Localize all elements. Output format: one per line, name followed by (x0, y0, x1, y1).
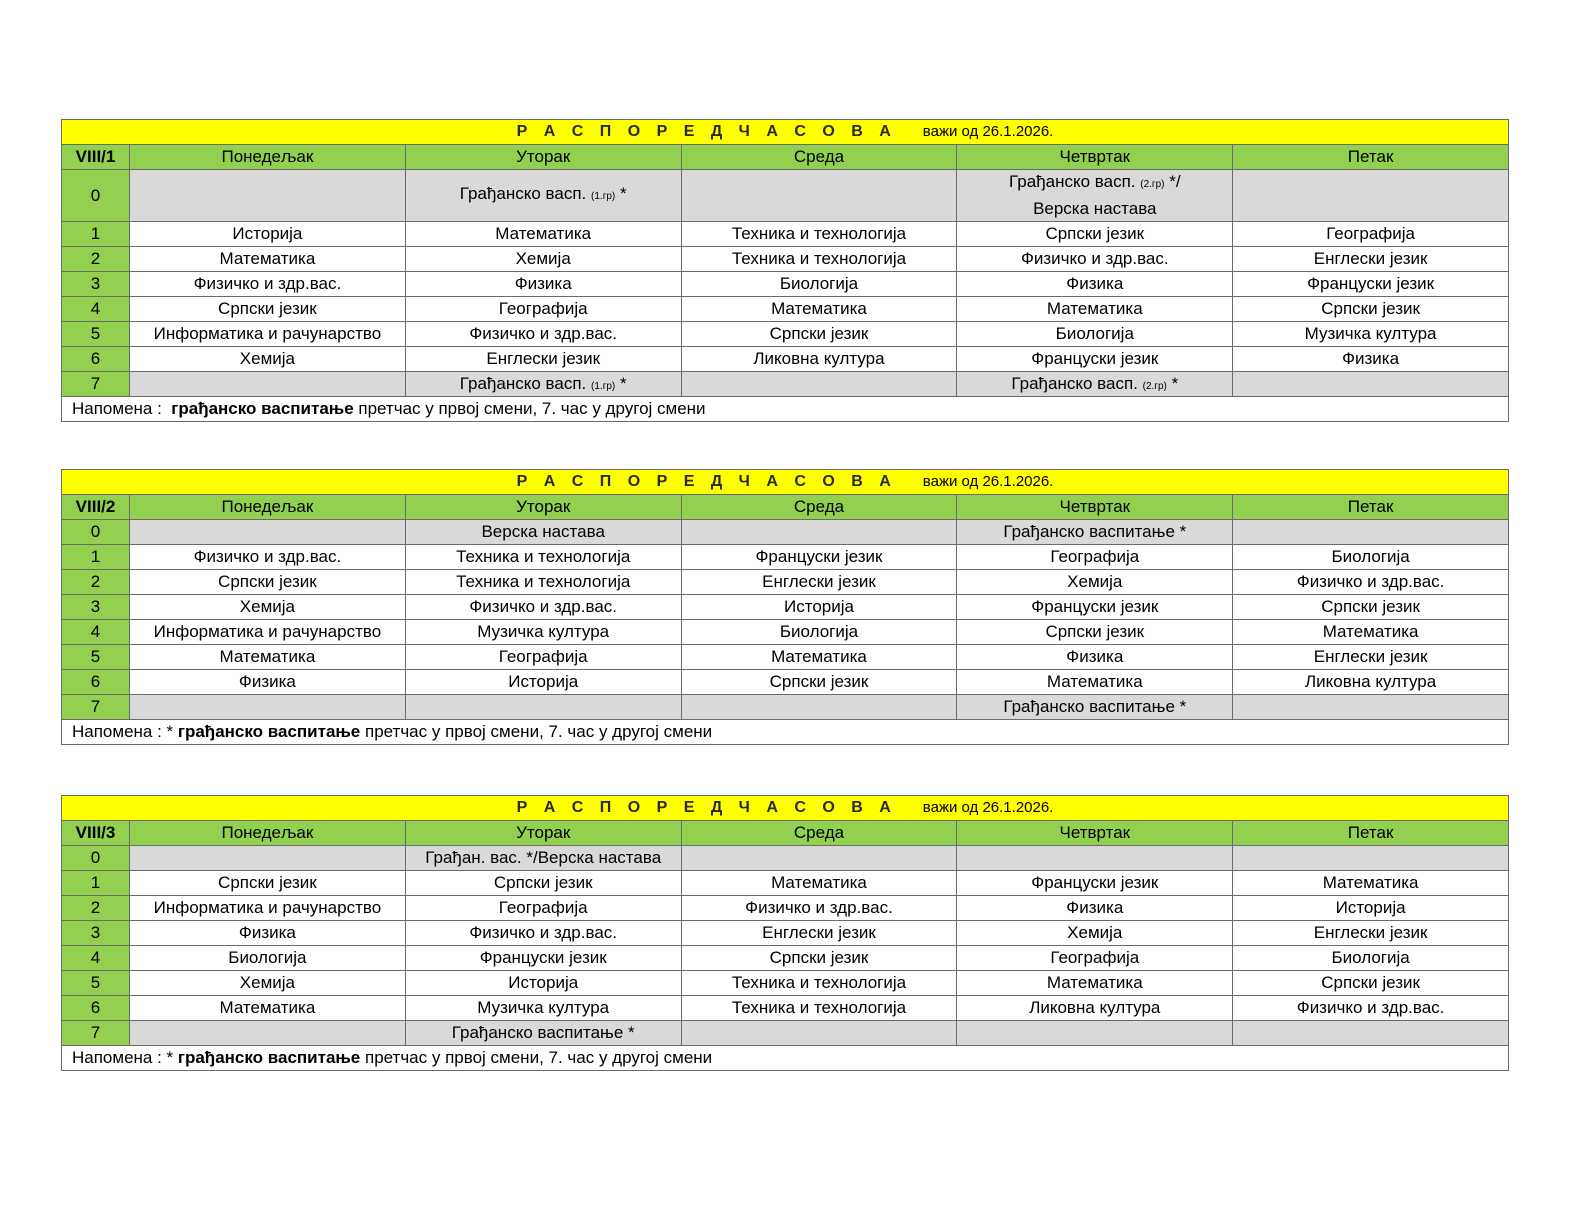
period-number: 3 (62, 921, 130, 946)
lesson-cell (130, 1021, 406, 1046)
lesson-cell: Физичко и здр.вас. (405, 921, 681, 946)
lesson-cell: Информатика и рачунарство (130, 322, 406, 347)
table-row (62, 620, 1509, 645)
lesson-cell (681, 1021, 957, 1046)
lesson-text: Грађанско васп. (459, 184, 587, 203)
schedule-title (62, 470, 1509, 495)
table-row (62, 247, 1509, 272)
lesson-cell: Математика (681, 645, 957, 670)
period-number: 7 (62, 695, 130, 720)
class-label: VIII/3 (62, 821, 130, 846)
lesson-cell (405, 695, 681, 720)
valid-from: важи од 26.1.2026. (922, 799, 1054, 816)
day-header-wednesday: Среда (681, 495, 957, 520)
lesson-cell: Историја (681, 595, 957, 620)
group-label: (1.гр) (591, 381, 616, 392)
lesson-cell: Хемија (130, 595, 406, 620)
table-row (62, 570, 1509, 595)
table-row (62, 272, 1509, 297)
lesson-cell (681, 170, 957, 222)
lesson-cell: Физичко и здр.вас. (130, 272, 406, 297)
lesson-cell (130, 846, 406, 871)
period-number: 2 (62, 247, 130, 272)
lesson-cell: Грађанско васпитање * (957, 520, 1233, 545)
lesson-cell: Верска настава (405, 520, 681, 545)
lesson-cell (681, 846, 957, 871)
lesson-cell (405, 170, 681, 222)
lesson-cell: Српски језик (957, 620, 1233, 645)
lesson-cell: Математика (405, 222, 681, 247)
lesson-cell: Историја (1233, 896, 1509, 921)
lesson-cell: Физичко и здр.вас. (405, 595, 681, 620)
lesson-cell (957, 372, 1233, 397)
lesson-cell: Грађанско васпитање * (957, 695, 1233, 720)
period-number: 6 (62, 996, 130, 1021)
lesson-cell (681, 695, 957, 720)
lesson-cell: Математика (130, 645, 406, 670)
period-number: 5 (62, 645, 130, 670)
lesson-cell: Техника и технологија (405, 570, 681, 595)
lesson-cell: Хемија (130, 347, 406, 372)
period-number: 2 (62, 896, 130, 921)
lesson-cell: Српски језик (681, 322, 957, 347)
table-row (62, 871, 1509, 896)
note-bold: грађанско васпитање (177, 1048, 361, 1067)
schedule-table-viii-1 (61, 119, 1509, 422)
period-number: 6 (62, 347, 130, 372)
lesson-cell: Српски језик (681, 946, 957, 971)
period-number: 4 (62, 297, 130, 322)
lesson-cell: Математика (681, 871, 957, 896)
lesson-cell (1233, 372, 1509, 397)
lesson-cell: Техника и технологија (681, 222, 957, 247)
day-header-friday: Петак (1233, 495, 1509, 520)
lesson-cell: Ликовна култура (681, 347, 957, 372)
table-row (62, 222, 1509, 247)
lesson-cell (1233, 520, 1509, 545)
period-number: 7 (62, 1021, 130, 1046)
lesson-cell: Физика (957, 896, 1233, 921)
lesson-cell (681, 372, 957, 397)
note-prefix: Напомена : * (72, 1048, 178, 1067)
lesson-cell (1233, 1021, 1509, 1046)
lesson-cell: Хемија (130, 971, 406, 996)
lesson-cell: Српски језик (957, 222, 1233, 247)
lesson-cell: Грађан. вас. */Верска настава (405, 846, 681, 871)
lesson-cell: Енглески језик (681, 570, 957, 595)
note-rest: претчас у првој смени, 7. час у другој смени (353, 399, 706, 418)
schedule-table-viii-3 (61, 795, 1509, 1071)
lesson-cell: Српски језик (130, 570, 406, 595)
note-prefix: Напомена : (72, 399, 172, 418)
table-row (62, 896, 1509, 921)
period-number: 0 (62, 170, 130, 222)
day-header-thursday: Четвртак (957, 495, 1233, 520)
table-row (62, 520, 1509, 545)
period-number: 2 (62, 570, 130, 595)
lesson-cell: Историја (405, 670, 681, 695)
table-row (62, 372, 1509, 397)
lesson-cell: Биологија (130, 946, 406, 971)
day-header-monday: Понедељак (130, 821, 406, 846)
lesson-cell (130, 520, 406, 545)
table-row (62, 595, 1509, 620)
lesson-cell (957, 846, 1233, 871)
period-number: 7 (62, 372, 130, 397)
lesson-cell: Физика (957, 645, 1233, 670)
lesson-cell: Техника и технологија (681, 247, 957, 272)
lesson-cell (130, 372, 406, 397)
lesson-cell (681, 520, 957, 545)
lesson-cell: Физичко и здр.вас. (1233, 570, 1509, 595)
lesson-cell: Математика (130, 996, 406, 1021)
lesson-cell: Физичко и здр.вас. (1233, 996, 1509, 1021)
lesson-cell: Географија (405, 297, 681, 322)
lesson-cell: Енглески језик (1233, 921, 1509, 946)
lesson-cell: Хемија (957, 570, 1233, 595)
lesson-text: Грађанско васп. (1009, 172, 1136, 191)
lesson-cell: Биологија (1233, 946, 1509, 971)
lesson-cell: Математика (1233, 871, 1509, 896)
lesson-cell: Техника и технологија (405, 545, 681, 570)
lesson-cell: Физичко и здр.вас. (405, 322, 681, 347)
table-row (62, 971, 1509, 996)
period-number: 4 (62, 620, 130, 645)
day-header-wednesday: Среда (681, 821, 957, 846)
lesson-cell: Информатика и рачунарство (130, 620, 406, 645)
day-header-tuesday: Уторак (405, 821, 681, 846)
lesson-cell (130, 695, 406, 720)
schedule-table-viii-2 (61, 469, 1509, 745)
lesson-cell: Математика (957, 297, 1233, 322)
table-row (62, 170, 1509, 222)
lesson-cell: Физика (957, 272, 1233, 297)
lesson-cell: Енглески језик (1233, 645, 1509, 670)
lesson-cell: Биологија (681, 620, 957, 645)
table-row (62, 946, 1509, 971)
lesson-cell: Хемија (405, 247, 681, 272)
lesson-cell: Географија (1233, 222, 1509, 247)
lesson-cell: Биологија (1233, 545, 1509, 570)
lesson-cell: Француски језик (681, 545, 957, 570)
lesson-cell (1233, 846, 1509, 871)
lesson-suffix: * (615, 374, 627, 393)
lesson-cell: Грађанско васпитање * (405, 1021, 681, 1046)
period-number: 6 (62, 670, 130, 695)
title-text: Р А С П О Р Е Д Ч А С О В А (516, 123, 897, 140)
lesson-cell: Српски језик (1233, 971, 1509, 996)
lesson-cell: Хемија (957, 921, 1233, 946)
lesson-cell: Музичка култура (405, 996, 681, 1021)
lesson-cell: Француски језик (957, 871, 1233, 896)
period-number: 1 (62, 222, 130, 247)
table-row (62, 347, 1509, 372)
lesson-cell (1233, 695, 1509, 720)
class-label: VIII/2 (62, 495, 130, 520)
period-number: 1 (62, 545, 130, 570)
lesson-cell: Историја (130, 222, 406, 247)
lesson-cell: Српски језик (1233, 595, 1509, 620)
lesson-cell (957, 170, 1233, 222)
lesson-cell (957, 1021, 1233, 1046)
lesson-cell: Математика (130, 247, 406, 272)
valid-from: важи од 26.1.2026. (922, 123, 1054, 140)
table-row (62, 921, 1509, 946)
lesson-cell: Енглески језик (405, 347, 681, 372)
table-row (62, 670, 1509, 695)
table-row (62, 695, 1509, 720)
lesson-cell: Физичко и здр.вас. (130, 545, 406, 570)
lesson-cell: Историја (405, 971, 681, 996)
period-number: 0 (62, 520, 130, 545)
lesson-text-line2: Верска настава (1033, 199, 1157, 218)
lesson-cell: Математика (957, 670, 1233, 695)
schedule-note (62, 720, 1509, 745)
note-rest: претчас у првој смени, 7. час у другој смени (360, 1048, 713, 1067)
lesson-cell: Ликовна култура (957, 996, 1233, 1021)
period-number: 4 (62, 946, 130, 971)
schedule-title (62, 796, 1509, 821)
lesson-text: Грађанско васп. (1011, 374, 1138, 393)
note-bold: грађанско васпитање (171, 399, 354, 418)
lesson-cell: Српски језик (1233, 297, 1509, 322)
table-row (62, 645, 1509, 670)
lesson-cell: Физика (1233, 347, 1509, 372)
lesson-cell: Биологија (957, 322, 1233, 347)
lesson-cell: Географија (405, 896, 681, 921)
lesson-cell: Техника и технологија (681, 971, 957, 996)
day-header-monday: Понедељак (130, 495, 406, 520)
title-text: Р А С П О Р Е Д Ч А С О В А (516, 799, 897, 816)
class-label: VIII/1 (62, 145, 130, 170)
lesson-cell: Математика (681, 297, 957, 322)
schedule-title (62, 120, 1509, 145)
lesson-cell: Математика (957, 971, 1233, 996)
lesson-cell: Техника и технологија (681, 996, 957, 1021)
lesson-suffix: * (615, 184, 627, 203)
lesson-cell: Географија (957, 946, 1233, 971)
table-row (62, 846, 1509, 871)
day-header-friday: Петак (1233, 821, 1509, 846)
lesson-cell: Француски језик (405, 946, 681, 971)
group-label: (1.гр) (591, 191, 616, 202)
lesson-cell: Физика (130, 670, 406, 695)
lesson-cell: Енглески језик (681, 921, 957, 946)
lesson-text: Грађанско васп. (459, 374, 587, 393)
period-number: 3 (62, 272, 130, 297)
schedule-note (62, 397, 1509, 422)
period-number: 1 (62, 871, 130, 896)
day-header-monday: Понедељак (130, 145, 406, 170)
lesson-cell: Географија (957, 545, 1233, 570)
day-header-tuesday: Уторак (405, 145, 681, 170)
valid-from: важи од 26.1.2026. (922, 473, 1054, 490)
period-number: 3 (62, 595, 130, 620)
lesson-cell: Географија (405, 645, 681, 670)
lesson-cell: Српски језик (405, 871, 681, 896)
note-prefix: Напомена : * (72, 722, 178, 741)
table-row (62, 996, 1509, 1021)
lesson-cell: Француски језик (957, 347, 1233, 372)
lesson-cell: Француски језик (957, 595, 1233, 620)
period-number: 5 (62, 971, 130, 996)
lesson-cell: Српски језик (130, 297, 406, 322)
lesson-suffix: */ (1164, 172, 1181, 191)
lesson-cell: Француски језик (1233, 272, 1509, 297)
note-bold: грађанско васпитање (177, 722, 361, 741)
lesson-cell (1233, 170, 1509, 222)
day-header-thursday: Четвртак (957, 821, 1233, 846)
table-row (62, 545, 1509, 570)
day-header-tuesday: Уторак (405, 495, 681, 520)
title-text: Р А С П О Р Е Д Ч А С О В А (516, 473, 897, 490)
lesson-cell: Биологија (681, 272, 957, 297)
lesson-cell: Физика (130, 921, 406, 946)
day-header-wednesday: Среда (681, 145, 957, 170)
table-row (62, 297, 1509, 322)
group-label: (2.гр) (1142, 381, 1167, 392)
lesson-cell: Српски језик (130, 871, 406, 896)
day-header-friday: Петак (1233, 145, 1509, 170)
lesson-cell: Математика (1233, 620, 1509, 645)
lesson-cell: Српски језик (681, 670, 957, 695)
lesson-suffix: * (1166, 374, 1179, 393)
lesson-cell: Физичко и здр.вас. (957, 247, 1233, 272)
group-label: (2.гр) (1140, 179, 1165, 190)
table-row (62, 322, 1509, 347)
note-rest: претчас у првој смени, 7. час у другој смени (360, 722, 713, 741)
lesson-cell: Ликовна култура (1233, 670, 1509, 695)
period-number: 0 (62, 846, 130, 871)
table-row (62, 1021, 1509, 1046)
lesson-cell: Музичка култура (405, 620, 681, 645)
schedule-note (62, 1046, 1509, 1071)
lesson-cell: Информатика и рачунарство (130, 896, 406, 921)
day-header-thursday: Четвртак (957, 145, 1233, 170)
lesson-cell (130, 170, 406, 222)
lesson-cell: Музичка култура (1233, 322, 1509, 347)
period-number: 5 (62, 322, 130, 347)
lesson-cell: Физичко и здр.вас. (681, 896, 957, 921)
lesson-cell: Физика (405, 272, 681, 297)
lesson-cell: Енглески језик (1233, 247, 1509, 272)
lesson-cell (405, 372, 681, 397)
